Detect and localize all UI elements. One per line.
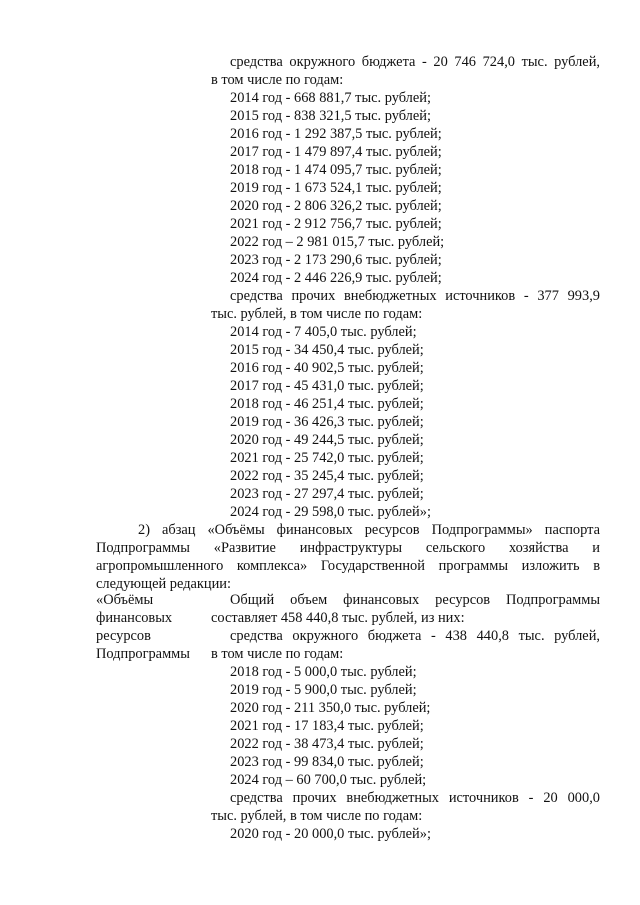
year-line: 2023 год - 2 173 290,6 тыс. рублей;	[230, 252, 442, 268]
year-line: 2020 год - 20 000,0 тыс. рублей»;	[230, 826, 431, 842]
year-line: 2016 год - 1 292 387,5 тыс. рублей;	[230, 126, 442, 142]
year-line: 2017 год - 45 431,0 тыс. рублей;	[230, 378, 424, 394]
year-line: 2014 год - 668 881,7 тыс. рублей;	[230, 90, 431, 106]
year-line: 2024 год - 29 598,0 тыс. рублей»;	[230, 504, 431, 520]
budget-intro-line: в том числе по годам:	[211, 646, 344, 662]
year-line: 2018 год - 5 000,0 тыс. рублей;	[230, 664, 417, 680]
year-line: 2020 год - 211 350,0 тыс. рублей;	[230, 700, 431, 716]
other-sources-intro-line: тыс. рублей, в том числе по годам:	[211, 306, 423, 322]
year-line: 2014 год - 7 405,0 тыс. рублей;	[230, 324, 417, 340]
amendment-paragraph-line: агропромышленного комплекса» Государственной программы изложить в	[96, 558, 600, 574]
other-sources-intro-line: средства прочих внебюджетных источников - 377 993,9	[230, 288, 600, 304]
budget-intro-line: средства окружного бюджета - 438 440,8 тыс. рублей,	[230, 628, 600, 644]
amendment-paragraph-line: следующей редакции:	[96, 576, 231, 592]
other-sources-intro-line: средства прочих внебюджетных источников - 20 000,0	[230, 790, 600, 806]
amendment-paragraph-line: Подпрограммы «Развитие инфраструктуры сельского хозяйства и	[96, 540, 600, 556]
year-line: 2019 год - 36 426,3 тыс. рублей;	[230, 414, 424, 430]
budget-intro-line: средства окружного бюджета - 20 746 724,0 тыс. рублей,	[230, 54, 600, 70]
year-line: 2015 год - 34 450,4 тыс. рублей;	[230, 342, 424, 358]
year-line: 2016 год - 40 902,5 тыс. рублей;	[230, 360, 424, 376]
table-left-cell-line: ресурсов	[96, 628, 151, 644]
table-left-cell-line: Подпрограммы	[96, 646, 190, 662]
year-line: 2023 год - 27 297,4 тыс. рублей;	[230, 486, 424, 502]
year-line: 2022 год - 38 473,4 тыс. рублей;	[230, 736, 424, 752]
year-line: 2021 год - 2 912 756,7 тыс. рублей;	[230, 216, 442, 232]
year-line: 2015 год - 838 321,5 тыс. рублей;	[230, 108, 431, 124]
amendment-paragraph-line: 2) абзац «Объёмы финансовых ресурсов Подпрограммы» паспорта	[138, 522, 600, 538]
year-line: 2022 год – 2 981 015,7 тыс. рублей;	[230, 234, 445, 250]
other-sources-intro-line: тыс. рублей, в том числе по годам:	[211, 808, 423, 824]
year-line: 2024 год - 2 446 226,9 тыс. рублей;	[230, 270, 442, 286]
total-amount-line: составляет 458 440,8 тыс. рублей, из них:	[211, 610, 465, 626]
year-line: 2018 год - 1 474 095,7 тыс. рублей;	[230, 162, 442, 178]
table-left-cell-line: «Объёмы	[96, 592, 154, 608]
year-line: 2024 год – 60 700,0 тыс. рублей;	[230, 772, 427, 788]
year-line: 2019 год - 1 673 524,1 тыс. рублей;	[230, 180, 442, 196]
year-line: 2023 год - 99 834,0 тыс. рублей;	[230, 754, 424, 770]
year-line: 2017 год - 1 479 897,4 тыс. рублей;	[230, 144, 442, 160]
table-left-cell-line: финансовых	[96, 610, 173, 626]
year-line: 2022 год - 35 245,4 тыс. рублей;	[230, 468, 424, 484]
total-amount-line: Общий объем финансовых ресурсов Подпрограммы	[230, 592, 600, 608]
year-line: 2021 год - 25 742,0 тыс. рублей;	[230, 450, 424, 466]
year-line: 2018 год - 46 251,4 тыс. рублей;	[230, 396, 424, 412]
year-line: 2020 год - 2 806 326,2 тыс. рублей;	[230, 198, 442, 214]
budget-intro-line: в том числе по годам:	[211, 72, 344, 88]
year-line: 2020 год - 49 244,5 тыс. рублей;	[230, 432, 424, 448]
year-line: 2021 год - 17 183,4 тыс. рублей;	[230, 718, 424, 734]
year-line: 2019 год - 5 900,0 тыс. рублей;	[230, 682, 417, 698]
